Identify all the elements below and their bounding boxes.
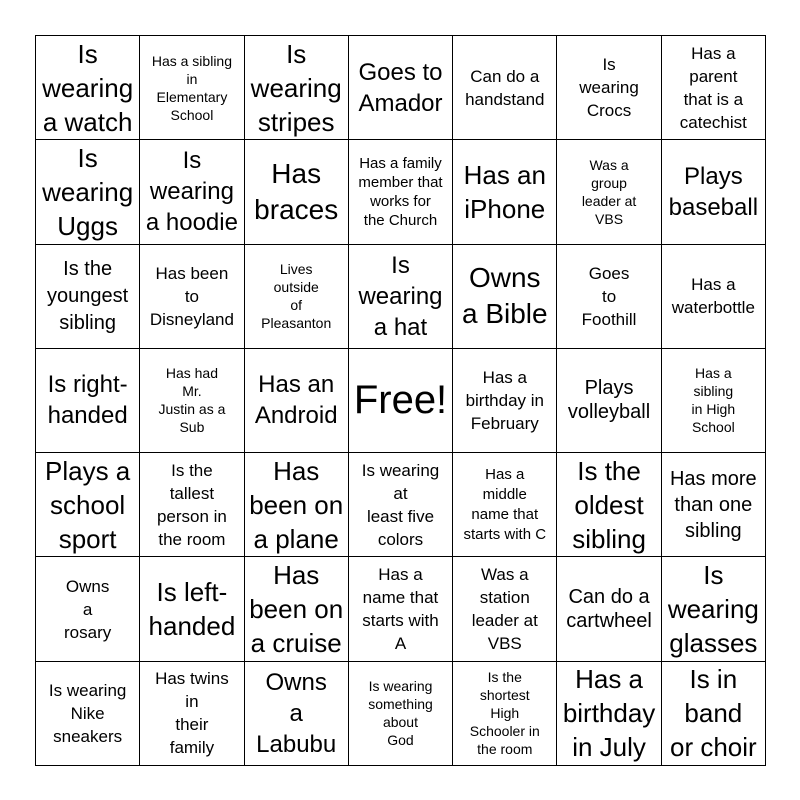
cell-text: Has a name that starts with A [362,565,439,654]
bingo-cell[interactable] [453,140,557,244]
cell-text: Has braces [254,157,339,225]
bingo-cell[interactable] [349,662,453,766]
bingo-cell[interactable] [453,36,557,140]
cell-text: Has more than one sibling [669,467,757,542]
cell-text: Has a family member that works for the Church [358,154,443,229]
cell-text: Has been on a plane [249,455,344,554]
cell-text: Is the youngest sibling [47,257,129,334]
cell-text: Goes to Amador [358,58,443,117]
bingo-cell[interactable] [557,140,661,244]
bingo-cell[interactable] [557,245,661,349]
cell-text: Has a birthday in July [562,664,656,763]
cell-text: Is wearing something about God [368,678,433,749]
cell-text: Owns a rosary [64,576,112,642]
cell-text: Is wearing a watch [42,38,134,137]
bingo-cell[interactable] [36,36,140,140]
cell-text: Has an iPhone [463,159,546,224]
bingo-cell[interactable] [349,245,453,349]
bingo-cell[interactable] [349,453,453,557]
bingo-cell[interactable] [36,245,140,349]
cell-text: Is wearing Crocs [579,55,639,121]
cell-text: Is the tallest person in the room [156,460,227,549]
bingo-cell[interactable] [36,453,140,557]
bingo-cell[interactable] [453,453,557,557]
bingo-cell[interactable] [140,557,244,661]
bingo-cell[interactable] [662,245,766,349]
bingo-cell[interactable] [245,453,349,557]
cell-text: Goes to Foothill [581,263,637,329]
bingo-cell[interactable] [557,36,661,140]
bingo-cell[interactable] [36,140,140,244]
cell-text: Plays a school sport [45,455,131,554]
bingo-cell[interactable] [245,245,349,349]
bingo-cell[interactable] [245,557,349,661]
bingo-cell[interactable] [557,453,661,557]
bingo-cell[interactable] [36,557,140,661]
bingo-cell[interactable] [140,349,244,453]
bingo-cell[interactable] [453,245,557,349]
cell-text: Can do a cartwheel [566,586,652,633]
cell-text: Is wearing a hoodie [145,147,238,237]
cell-text: Has a sibling in High School [691,365,736,436]
bingo-board [35,35,766,766]
cell-text: Is wearing glasses [667,560,759,659]
bingo-cell[interactable] [245,662,349,766]
free-space[interactable] [349,349,453,453]
cell-text: Has been to Disneyland [149,263,234,329]
cell-text: Was a station leader at VBS [471,565,538,654]
cell-text: Is in band or choir [669,664,757,763]
bingo-cell[interactable] [662,453,766,557]
bingo-cell[interactable] [140,36,244,140]
bingo-cell[interactable] [245,36,349,140]
bingo-cell[interactable] [36,662,140,766]
cell-text: Has a waterbottle [671,275,755,318]
bingo-cell[interactable] [662,662,766,766]
cell-text: Has a birthday in February [465,367,544,433]
bingo-cell[interactable] [453,662,557,766]
cell-text: Has been on a cruise [249,560,344,659]
cell-text: Has a middle name that starts with C [463,465,547,543]
cell-text: Owns a Bible [461,262,548,330]
cell-text: Is right- handed [47,371,128,430]
bingo-cell[interactable] [140,140,244,244]
bingo-cell[interactable] [349,36,453,140]
cell-text: Is the oldest sibling [572,455,646,554]
cell-text: Is wearing Uggs [42,142,134,241]
bingo-cell[interactable] [245,349,349,453]
cell-text: Was a group leader at VBS [581,156,637,227]
cell-text: Is the shortest High Schooler in the room [469,669,540,758]
bingo-cell[interactable] [453,349,557,453]
cell-text: Has twins in their family [155,669,229,758]
cell-text: Owns a Labubu [256,668,337,758]
bingo-cell[interactable] [557,662,661,766]
free-space-text: Free! [353,378,448,423]
bingo-cell[interactable] [349,140,453,244]
cell-text: Has a sibling in Elementary School [151,52,232,123]
bingo-cell[interactable] [662,140,766,244]
bingo-cell[interactable] [36,349,140,453]
cell-text: Is wearing a hat [358,251,443,341]
bingo-cell[interactable] [349,557,453,661]
cell-text: Plays volleyball [567,377,651,424]
bingo-cell[interactable] [140,245,244,349]
cell-text: Can do a handstand [465,66,545,109]
cell-text: Is wearing at least five colors [361,460,440,549]
bingo-cell[interactable] [453,557,557,661]
cell-text: Plays baseball [668,162,759,221]
cell-text: Is left- handed [148,577,236,642]
cell-text: Is wearing stripes [250,38,342,137]
bingo-cell[interactable] [140,662,244,766]
cell-text: Has a parent that is a catechist [679,43,747,132]
bingo-cell[interactable] [557,557,661,661]
bingo-cell[interactable] [662,349,766,453]
cell-text: Has had Mr. Justin as a Sub [158,365,226,436]
bingo-cell[interactable] [557,349,661,453]
cell-text: Has an Android [254,371,338,430]
bingo-cell[interactable] [662,36,766,140]
cell-text: Is wearing Nike sneakers [48,680,127,746]
bingo-cell[interactable] [245,140,349,244]
bingo-cell[interactable] [662,557,766,661]
cell-text: Lives outside of Pleasanton [261,261,332,332]
bingo-cell[interactable] [140,453,244,557]
